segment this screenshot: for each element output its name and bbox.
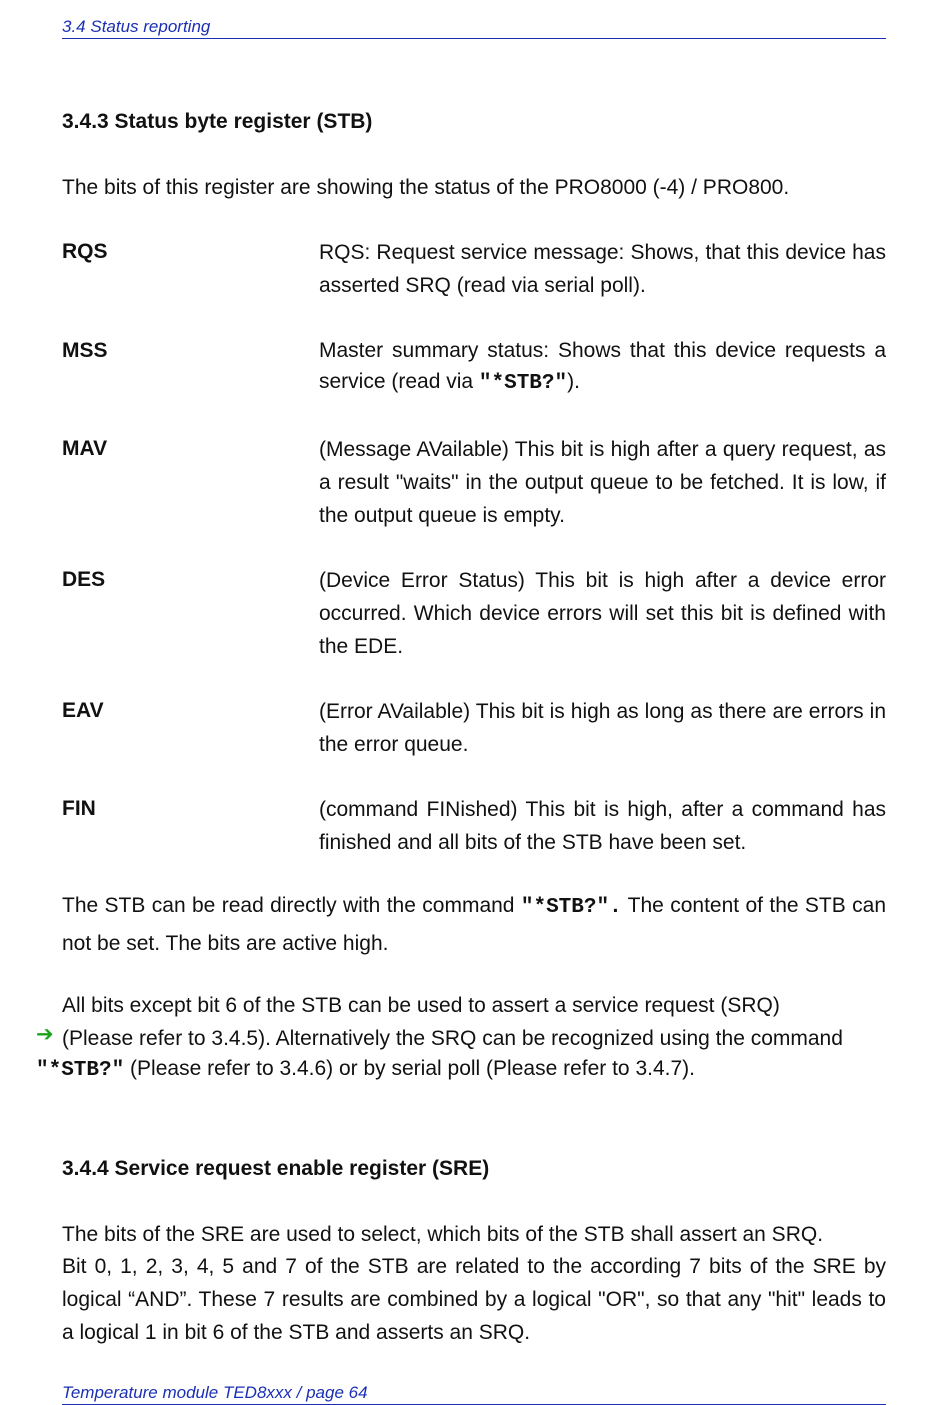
bit-term-des: DES	[62, 568, 106, 591]
bit-term-mss: MSS	[62, 339, 108, 362]
bit-definition-eav: (Error AVailable) This bit is high as long as there are errors in the error queue.	[319, 700, 886, 756]
bit-term-fin: FIN	[62, 797, 96, 820]
read-stb-paragraph	[62, 888, 886, 962]
srq-line-1: All bits except bit 6 of the STB can be used to assert a service request (SRQ)	[62, 994, 780, 1017]
srq-line-2: (Please refer to 3.4.5). Alternatively the SRQ can be recognized using the command	[62, 1027, 843, 1050]
mss-command-code: "*STB?"	[478, 372, 568, 395]
mss-text-post: ).	[567, 370, 580, 393]
read-command-code: "*STB?".	[520, 896, 622, 919]
bit-term-mav: MAV	[62, 437, 108, 460]
bit-term-rqs: RQS	[62, 240, 108, 263]
sre-paragraph: Bit 0, 1, 2, 3, 4, 5 and 7 of the STB are related to the according 7 bits of the SRE by logical “AND”. These 7 results are combined by a logical "OR", so that any "hit" leads to a logical 1 in bit 6 of the STB and asserts an SRQ.	[62, 1255, 886, 1344]
bit-definition-mss	[319, 335, 886, 399]
sre-line-1: The bits of the SRE are used to select, which bits of the STB shall assert an SRQ.	[62, 1223, 824, 1246]
bit-definition-rqs: RQS: Request service message: Shows, that this device has asserted SRQ (read via serial poll).	[319, 241, 886, 297]
mss-text-pre: Master summary status: Shows that this device requests a service (read via	[319, 339, 886, 393]
srq-text-post: (Please refer to 3.4.6) or by serial poll (Please refer to 3.4.7).	[124, 1057, 695, 1080]
running-footer: Temperature module TED8xxx / page 64	[62, 1383, 886, 1405]
bit-term-eav: EAV	[62, 699, 104, 722]
read-text-post: The content of the STB can not be set. The bits are active high.	[62, 894, 886, 955]
read-text-pre: The STB can be read directly with the command	[62, 894, 521, 917]
srq-line-3	[36, 1052, 860, 1087]
section-heading-sre: 3.4.4 Service request enable register (SRE)	[62, 1157, 490, 1180]
bit-definition-fin: (command FINished) This bit is high, after a command has finished and all bits of the STB have been set.	[319, 798, 886, 854]
section-heading-stb: 3.4.3 Status byte register (STB)	[62, 110, 373, 133]
srq-command-code: "*STB?"	[36, 1059, 125, 1082]
intro-paragraph: The bits of this register are showing the status of the PRO8000 (-4) / PRO800.	[62, 176, 790, 199]
bit-definition-des: (Device Error Status) This bit is high after a device error occurred. Which device errors will set this bit is defined with the EDE.	[319, 569, 886, 658]
running-header: 3.4 Status reporting	[62, 17, 886, 39]
bit-definition-mav: (Message AVailable) This bit is high after a query request, as a result "waits" in the output queue to be fetched. It is low, if the output queue is empty.	[319, 438, 886, 527]
arrow-right-icon: ➔	[36, 1023, 54, 1046]
